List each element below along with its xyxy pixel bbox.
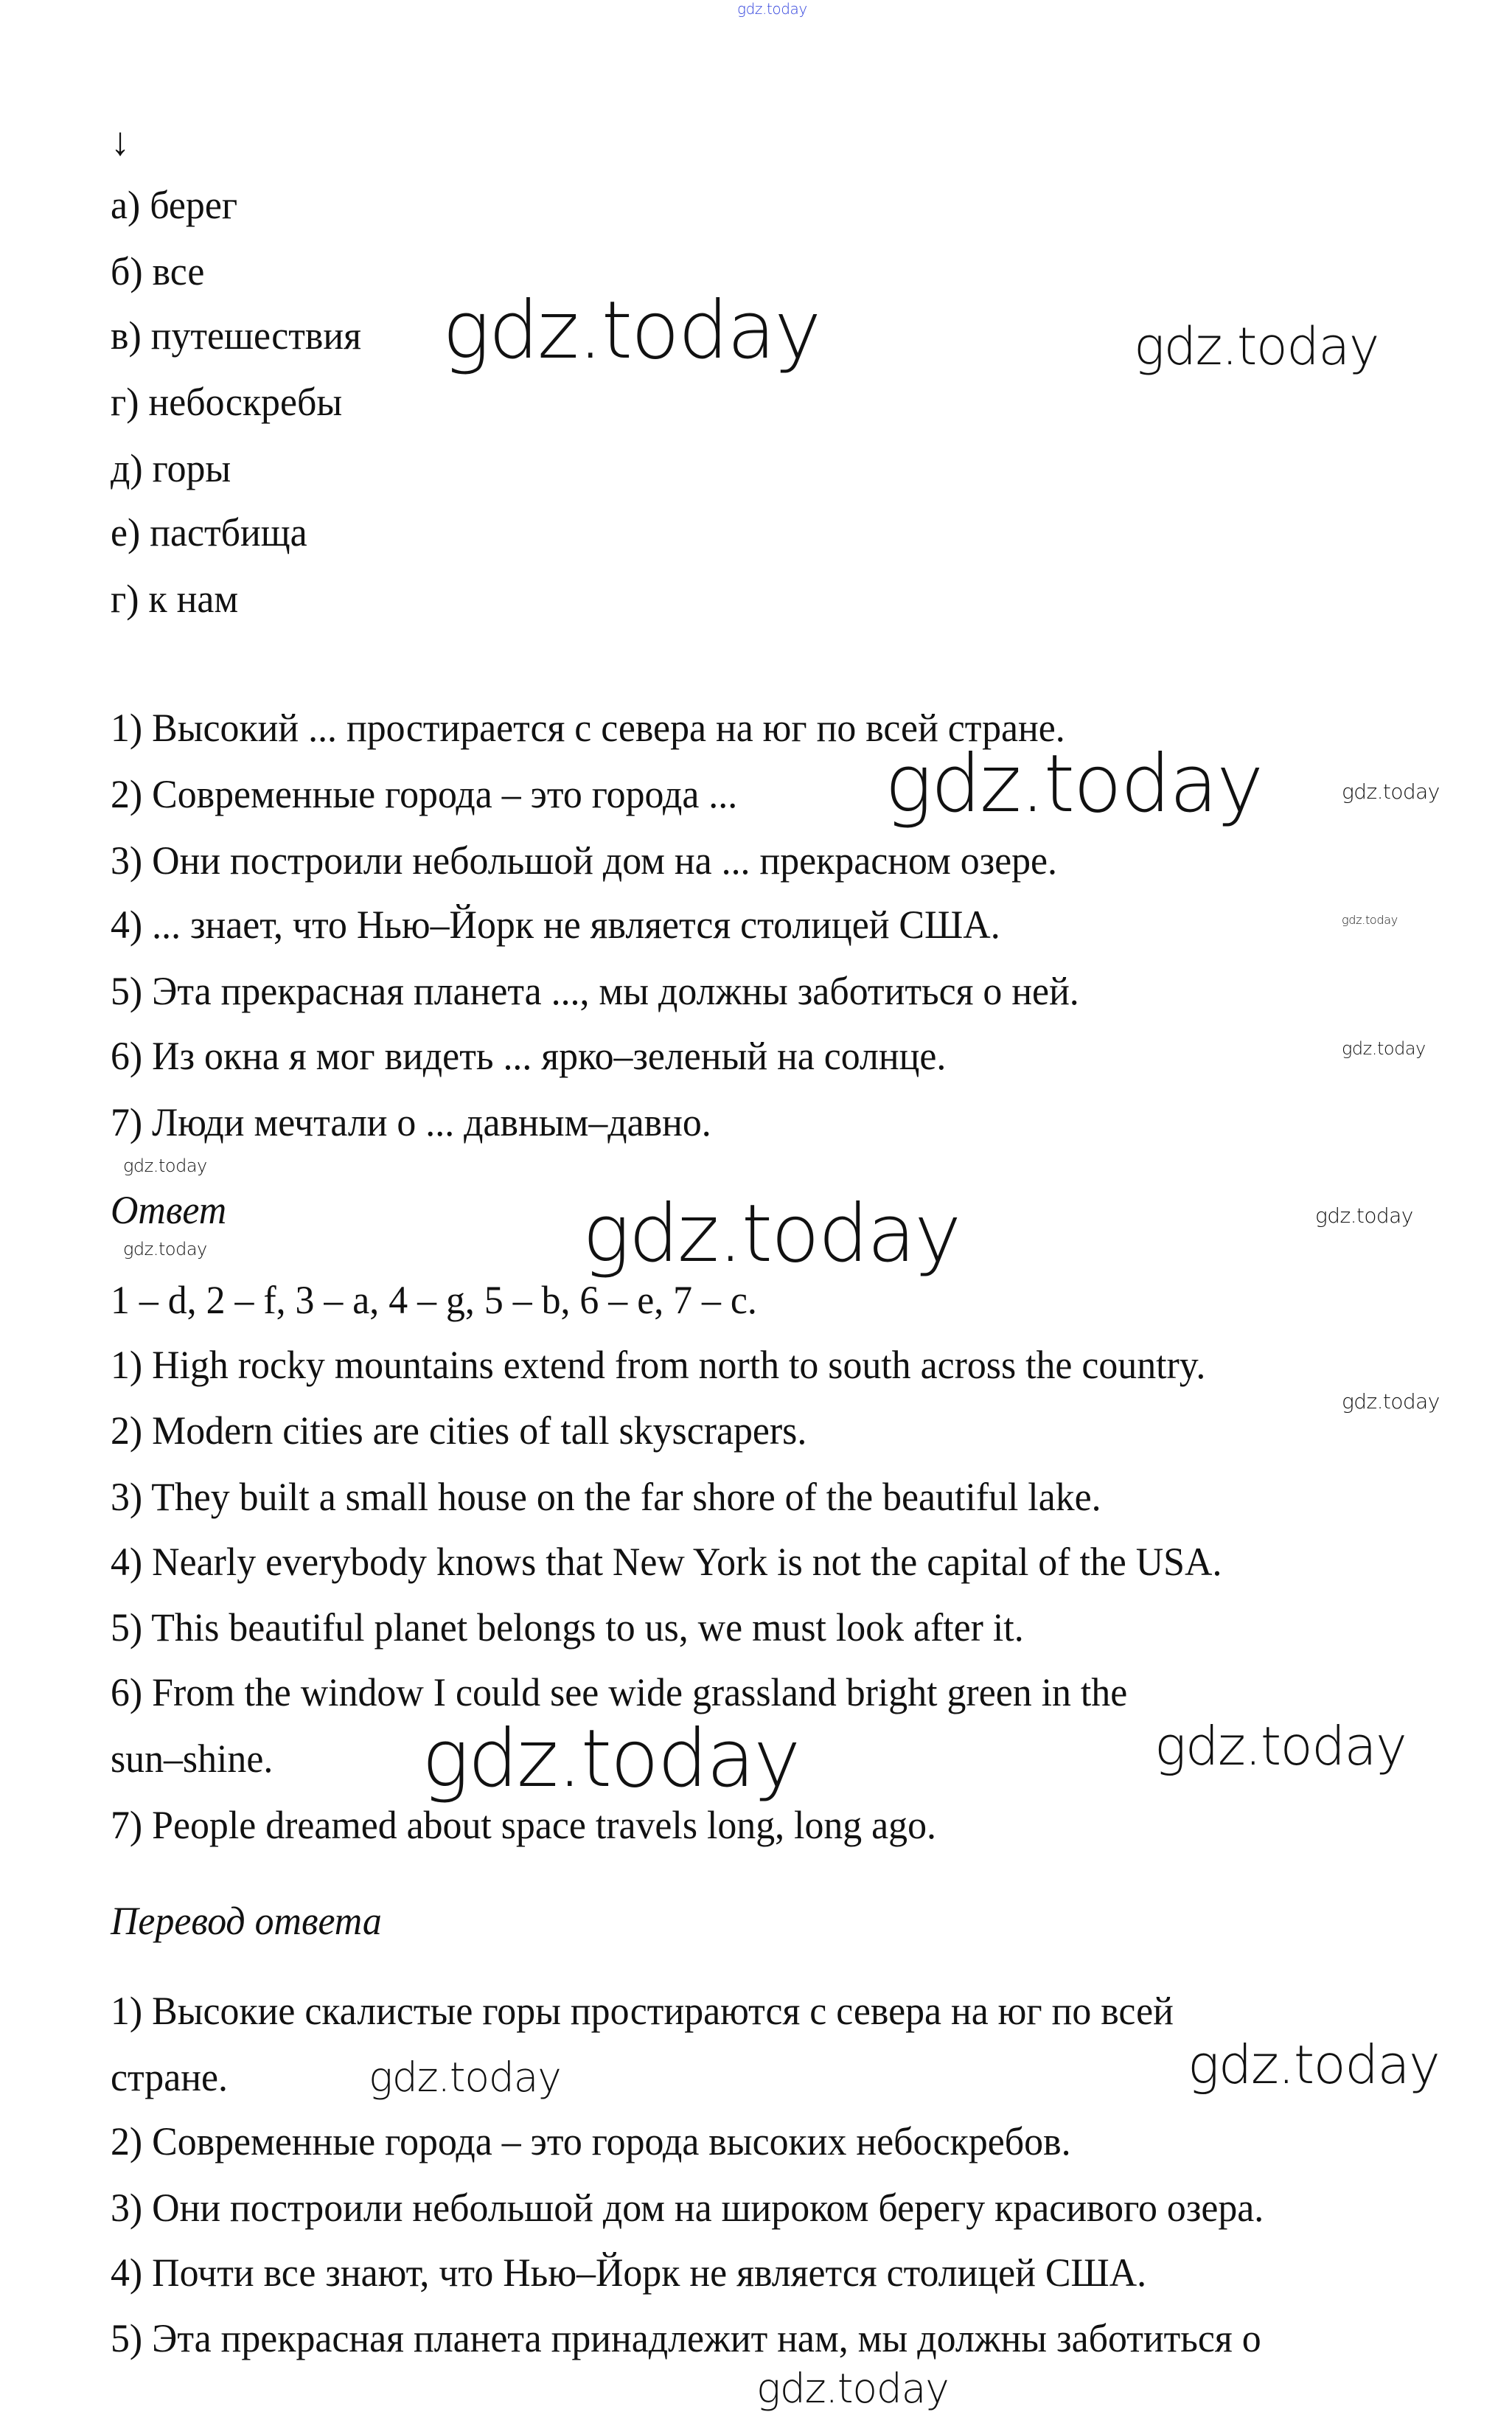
translation-heading: Перевод ответа: [111, 1899, 382, 1943]
translation-line: 3) Они построили небольшой дом на широком берегу красивого озера.: [111, 2186, 1264, 2230]
sentence-item: 3) Они построили небольшой дом на ... прекрасном озере.: [111, 838, 1058, 883]
translation-line: 4) Почти все знают, что Нью–Йорк не является столицей США.: [111, 2251, 1147, 2295]
watermark: gdz.today: [1134, 316, 1379, 377]
watermark: gdz.today: [1315, 1203, 1413, 1228]
watermark: gdz.today: [123, 1239, 207, 1259]
option-item: а) берег: [111, 183, 238, 227]
watermark: gdz.today: [1154, 1715, 1407, 1777]
translation-line: 1) Высокие скалистые горы простираются с севера на юг по всей: [111, 1989, 1174, 2033]
watermark: gdz.today: [1342, 1038, 1426, 1059]
sentence-item: 1) Высокий ... простирается с севера на юг по всей стране.: [111, 706, 1065, 750]
watermark: gdz.today: [1342, 779, 1440, 804]
answer-line: 7) People dreamed about space travels long, long ago.: [111, 1803, 936, 1847]
watermark: gdz.today: [582, 1188, 961, 1280]
translation-line: 2) Современные города – это города высоких небоскребов.: [111, 2119, 1071, 2163]
sentence-item: 7) Люди мечтали о ... давным–давно.: [111, 1100, 711, 1144]
arrow-icon: ↓: [111, 119, 130, 164]
answer-heading: Ответ: [111, 1188, 227, 1232]
watermark: gdz.today: [1342, 1389, 1440, 1414]
answer-line: sun–shine.: [111, 1737, 274, 1781]
answer-line: 1) High rocky mountains extend from north to south across the country.: [111, 1343, 1206, 1387]
sentence-item: 5) Эта прекрасная планета ..., мы должны заботиться о ней.: [111, 969, 1079, 1013]
header-watermark: gdz.today: [737, 0, 807, 18]
answer-line: 4) Nearly everybody knows that New York is not the capital of the USA.: [111, 1540, 1222, 1584]
sentence-item: 4) ... знает, что Нью–Йорк не является столицей США.: [111, 903, 1000, 947]
option-item: г) к нам: [111, 577, 239, 621]
option-item: б) все: [111, 249, 205, 293]
answer-line: 2) Modern cities are cities of tall skyscrapers.: [111, 1408, 807, 1453]
watermark: gdz.today: [369, 2054, 561, 2101]
watermark: gdz.today: [1188, 2034, 1440, 2096]
option-item: г) небоскребы: [111, 380, 343, 424]
sentence-item: 2) Современные города – это города ...: [111, 772, 738, 816]
watermark: gdz.today: [1342, 913, 1398, 927]
watermark: gdz.today: [756, 2365, 949, 2412]
translation-line: 5) Эта прекрасная планета принадлежит нам, мы должны заботиться о: [111, 2316, 1261, 2360]
option-item: д) горы: [111, 446, 231, 490]
sentence-item: 6) Из окна я мог видеть ... ярко–зеленый на солнце.: [111, 1034, 947, 1078]
answer-line: 6) From the window I could see wide grassland bright green in the: [111, 1670, 1128, 1714]
watermark: gdz.today: [442, 285, 821, 377]
option-item: е) пастбища: [111, 510, 307, 555]
watermark: gdz.today: [123, 1155, 207, 1176]
option-item: в) путешествия: [111, 313, 361, 358]
answer-line: 3) They built a small house on the far shore of the beautiful lake.: [111, 1475, 1101, 1519]
watermark: gdz.today: [885, 738, 1263, 830]
answer-line: 5) This beautiful planet belongs to us, we must look after it.: [111, 1605, 1024, 1650]
watermark: gdz.today: [422, 1713, 800, 1805]
answer-key: 1 – d, 2 – f, 3 – a, 4 – g, 5 – b, 6 – e, 7 – c.: [111, 1278, 757, 1322]
translation-line: стране.: [111, 2055, 228, 2099]
